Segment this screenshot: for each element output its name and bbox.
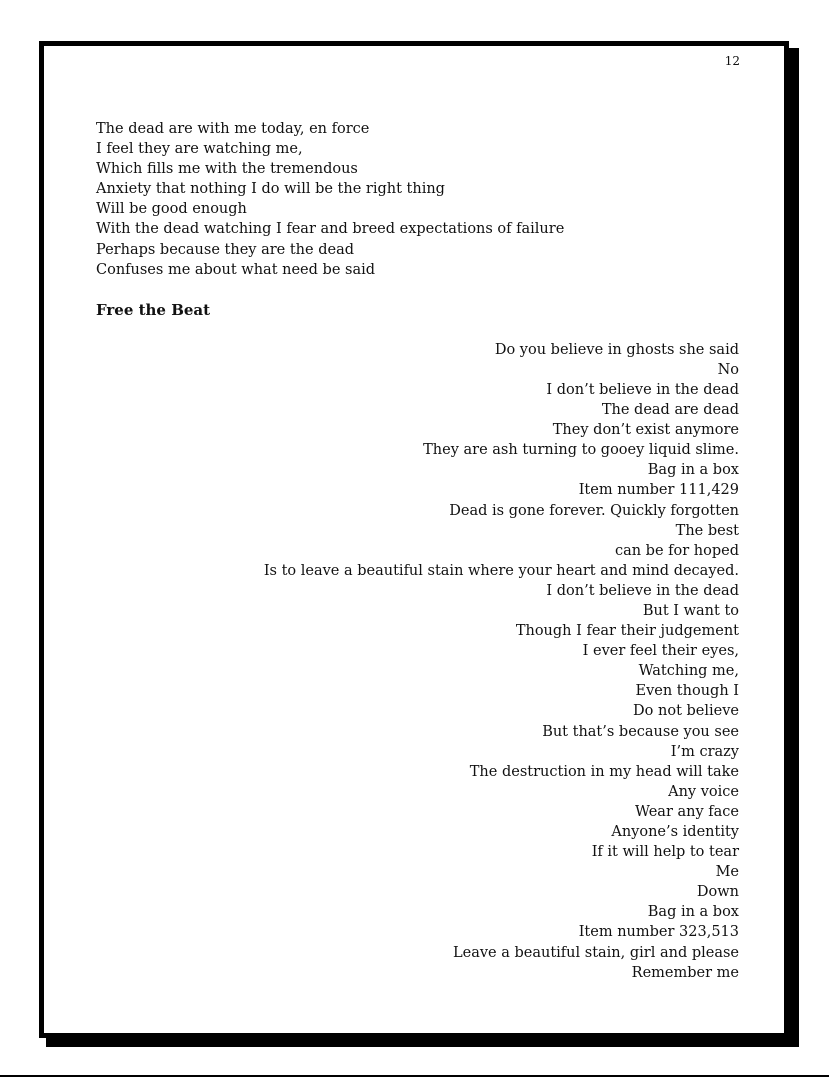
- poem-line: The destruction in my head will take: [469, 763, 739, 780]
- page-number: 12: [724, 54, 740, 68]
- poem-line: But I want to: [642, 602, 739, 619]
- poem-line: Wear any face: [635, 803, 739, 820]
- poem-line: Which fills me with the tremendous: [96, 161, 358, 178]
- poem-line: Is to leave a beautiful stain where your heart and mind decayed.: [263, 562, 739, 579]
- poem-line: I don’t believe in the dead: [546, 582, 739, 599]
- poem-line: They don’t exist anymore: [552, 422, 739, 439]
- poem-line: Do you believe in ghosts she said: [494, 341, 739, 358]
- poem-line: Will be good enough: [96, 201, 247, 218]
- poem-line: I ever feel their eyes,: [582, 643, 739, 660]
- poem-line: can be for hoped: [614, 542, 739, 559]
- poem-line: Down: [696, 884, 739, 901]
- poem-line: Item number 111,429: [578, 482, 739, 499]
- poem-line: No: [717, 361, 739, 378]
- poem-stanza-1: [96, 119, 739, 280]
- document-page: [39, 41, 789, 1038]
- poem-line: With the dead watching I fear and breed expectations of failure: [96, 221, 565, 238]
- poem-line: But that’s because you see: [542, 723, 739, 740]
- poem-line: Item number 323,513: [578, 924, 739, 941]
- poem-line: Bag in a box: [647, 904, 739, 921]
- poem-line: Anyone’s identity: [611, 824, 739, 840]
- poem-line: Anxiety that nothing I do will be the right thing: [96, 181, 445, 198]
- poem-line: The best: [675, 522, 739, 539]
- poem-title: Free the Beat: [96, 300, 211, 319]
- poem-line: If it will help to tear: [591, 844, 739, 861]
- poem-free-the-beat: [96, 340, 739, 983]
- poem-line: Me: [715, 864, 739, 881]
- poem-line: Though I fear their judgement: [515, 623, 739, 640]
- poem-line: Bag in a box: [647, 462, 739, 479]
- page-content: [96, 119, 739, 983]
- poem-line: I don’t believe in the dead: [546, 381, 739, 398]
- bottom-divider: [0, 1075, 829, 1077]
- poem-line: Leave a beautiful stain, girl and please: [453, 944, 739, 961]
- poem-line: Any voice: [668, 783, 739, 800]
- poem-line: I’m crazy: [670, 743, 739, 760]
- poem-line: Watching me,: [638, 663, 739, 680]
- poem-line: Dead is gone forever. Quickly forgotten: [449, 502, 739, 519]
- poem-line: The dead are dead: [601, 402, 739, 419]
- poem-line: I feel they are watching me,: [96, 141, 303, 158]
- poem-line: Perhaps because they are the dead: [96, 241, 354, 258]
- poem-line: Confuses me about what need be said: [96, 261, 376, 278]
- poem-line: Do not believe: [633, 703, 739, 720]
- poem-line: The dead are with me today, en force: [96, 121, 370, 137]
- poem-line: Even though I: [635, 683, 739, 700]
- poem-line: They are ash turning to gooey liquid slime.: [423, 442, 739, 459]
- poem-line: Remember me: [631, 964, 739, 981]
